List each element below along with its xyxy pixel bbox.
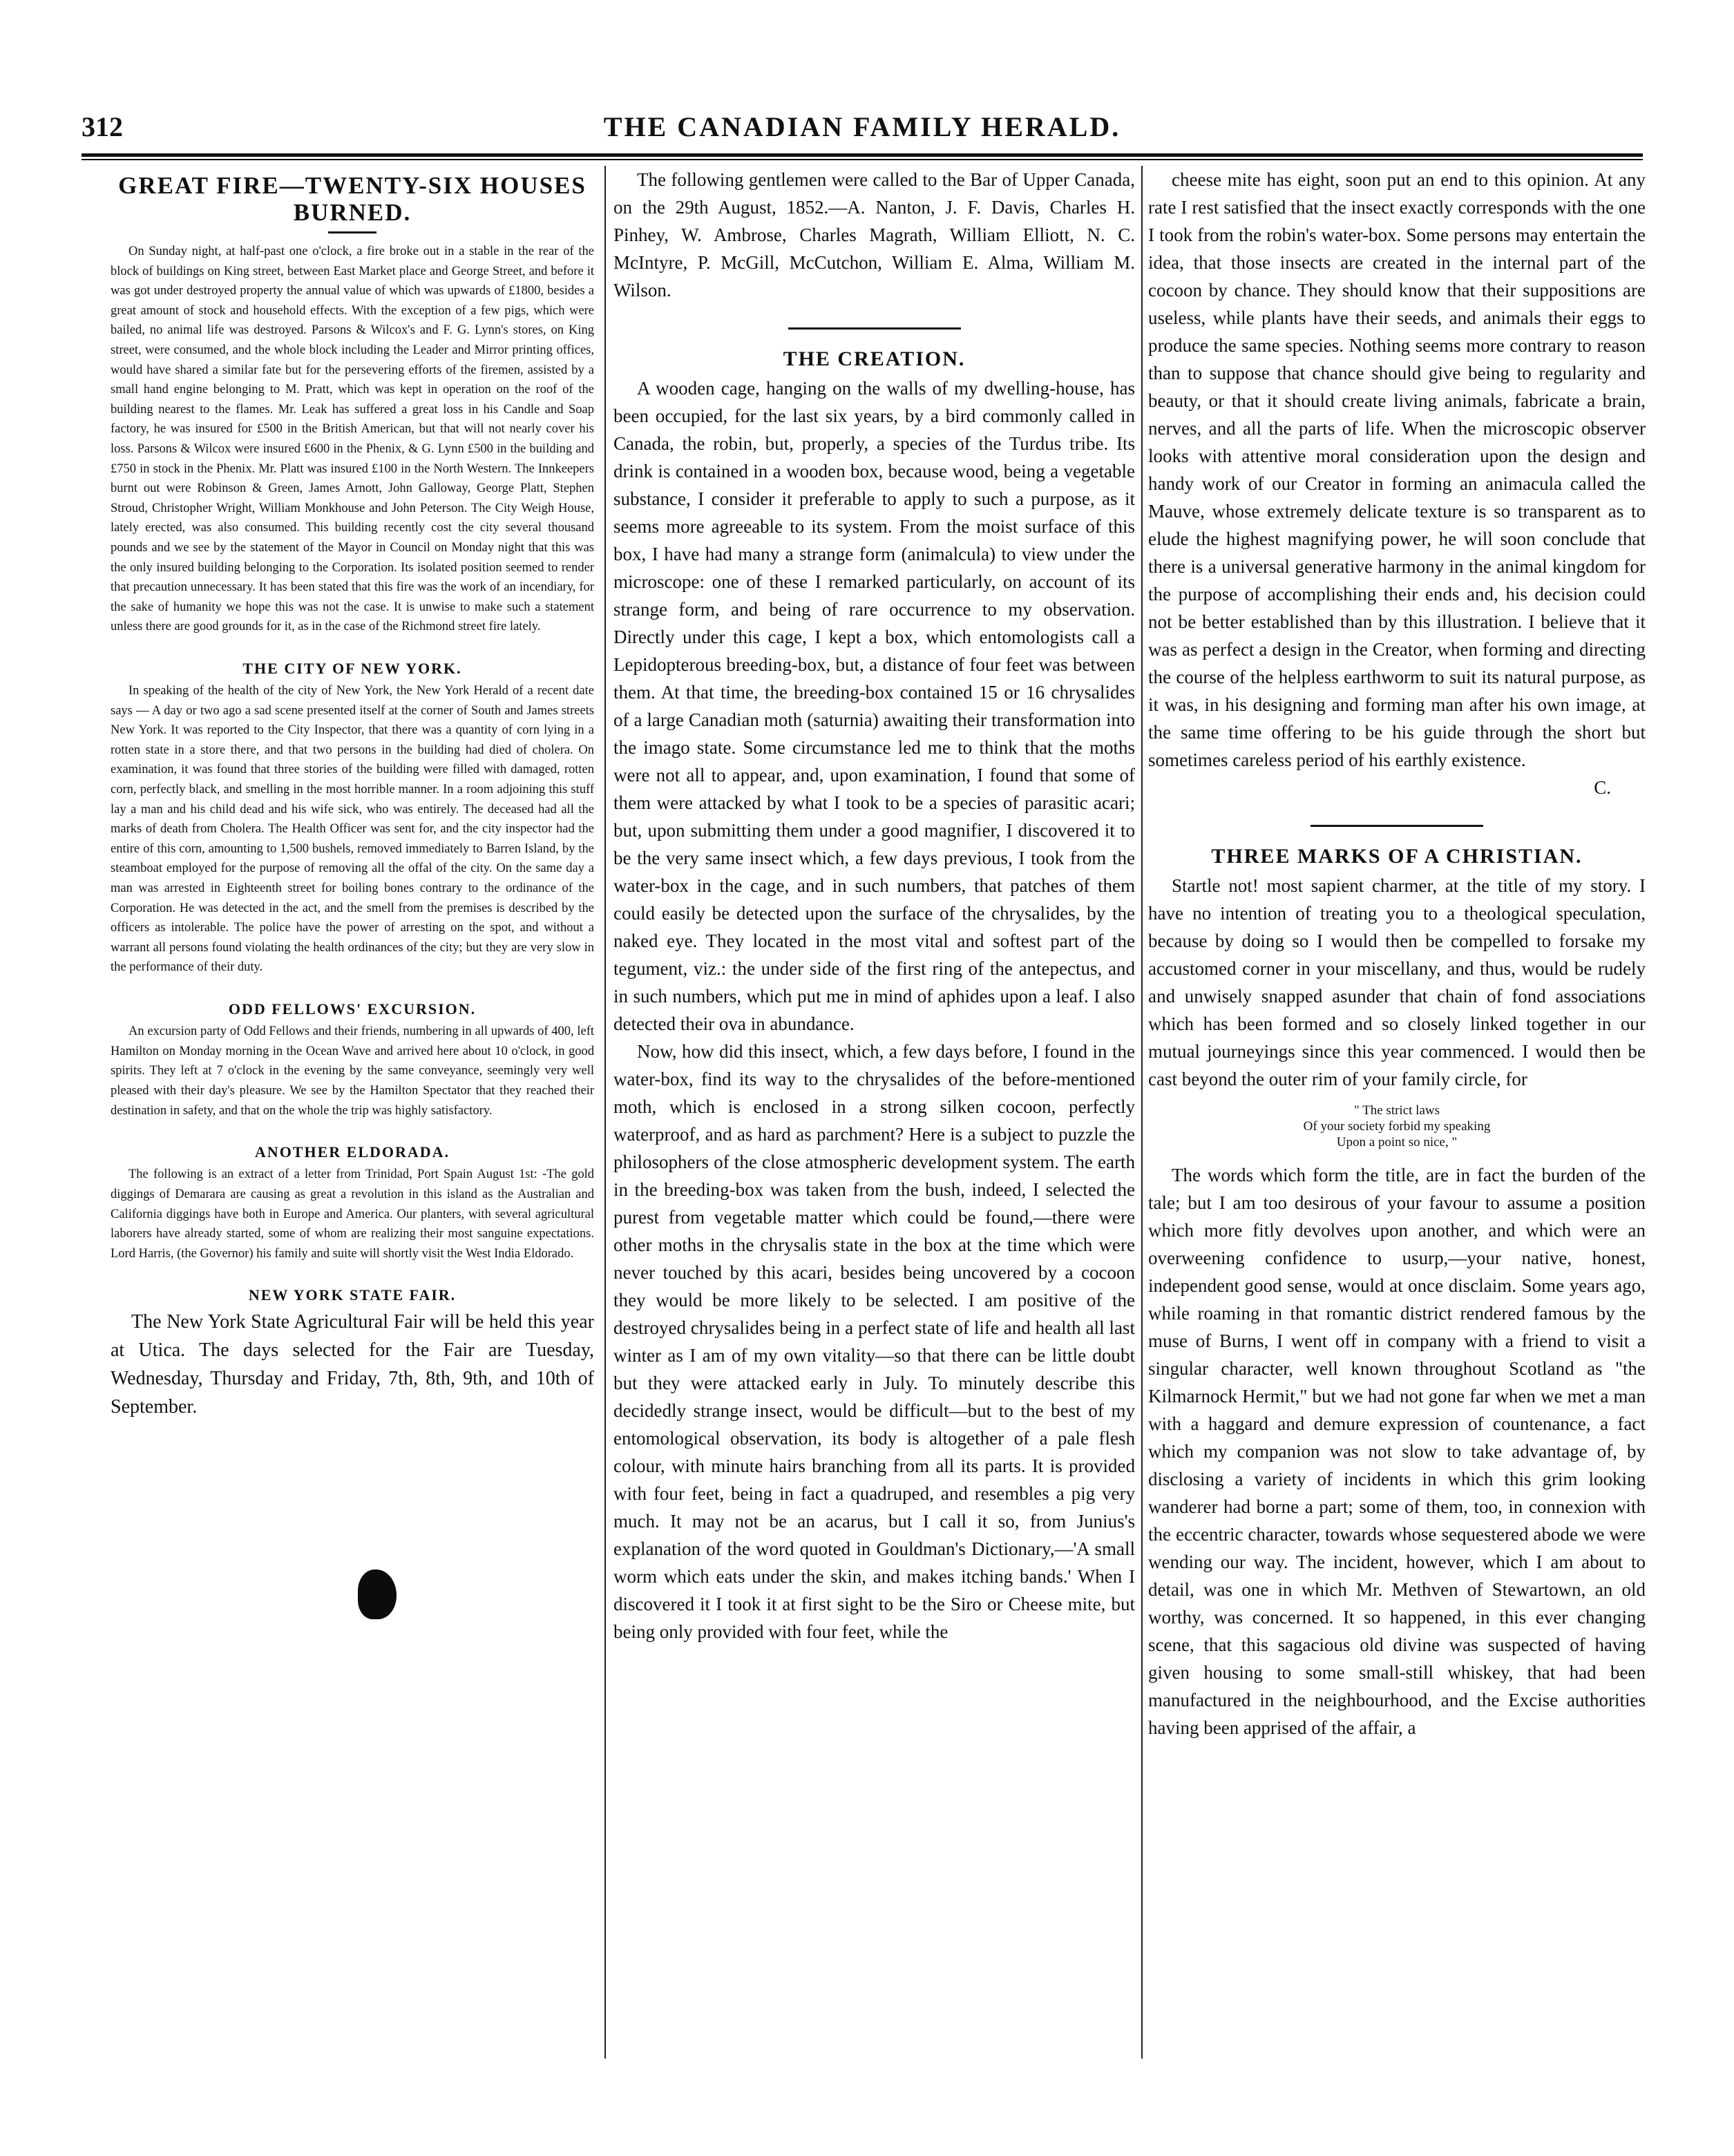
article-body-christian-p2: The words which form the title, are in fact the burden of the tale; but I am too desirous of your favour to assume a position which more fitly devolves upon another, and which were an overweening confidence to usurp,—your native, honest, independent good sense, would at once disclaim. Some years ago, while roaming in that romantic district rendered famous by the muse of Burns, I went off in company with a friend to visit a singular character, well known throughout Scotland as "the Kilmarnock Hermit," but we had not gone far when we met a man with a haggard and demure expression of countenance, a fact which my companion was not slow to take advantage of, by disclosing a variety of incidents in which this grim looking wanderer had borne a part; some of them, too, in connexion with the eccentric character, towards whose sequestered abode we were wending our way. The incident, however, which I am about to detail, was one in which Mr. Methven of Stewartown, an old worthy, was concerned. It so happened, in this ever changing scene, that this sagacious old divine was suspected of having given housing to some small-still whiskey, that had been manufactured in the neighbourhood, and the Excise authorities having been apprised of the affair, a (1148, 1165, 1646, 1738)
column-left (111, 166, 594, 2059)
article-body-new-york: In speaking of the health of the city of New York, the New York Herald of a recent date says — A day or two ago a sad scene presented itself at the corner of South and James streets New York. It was reported to the City Inspector, that there was a quantity of corn lying in a rotten state in a store there, and that two persons in the building had died of cholera. On examination, it was found that three stories of the building were filled with damaged, rotten corn, perfectly black, and smelling in the most horrible manner. In a room adjoining this stuff lay a man and his child dead and his wife sick, who was entirely. The deceased had all the marks of death from Cholera. The Health Officer was sent for, and the city inspector had the entire of this corn, amounting to 1,500 bushels, removed immediately to Barren Island, by the steamboat employed for the purpose of removing all the offal of the city. On the same day a man was arrested in Eighteenth street for boiling bones contrary to the ordinance of the Corporation. He was detected in the act, and the smell from the premises is described by the officers as intolerable. The police have the power of arresting on the spot, and without a warrant all persons found violating the health ordinances of the city; but they are very slow in the performance of their duty. (111, 684, 594, 975)
section-rule (1311, 825, 1483, 827)
article-body-creation-p2: Now, how did this insect, which, a few days before, I found in the water-box, find its way to the chrysalides of the before-mentioned moth, which is enclosed in a strong silken cocoon, perfectly waterproof, and as hard as parchment? Here is a subject to puzzle the philosophers of the close atmospheric development system. The earth in the breeding-box was taken from the bush, indeed, I selected the purest from vegetable matter which could be found,—there were other moths in the chrysalis state in the box at the time which were never touched by this acari, besides being uncovered by a cocoon they would be more likely to be selected. I am positive of the destroyed chrysalides being in a perfect state of life and health all last winter as I am of my own vitality—so that there can be little doubt but they were attacked early in July. To minutely describe this decidedly strange insect, would be difficult—but to the best of my entomological observation, its body is altogether of a pale flesh colour, with minute hairs branching from all its parts. It is provided with four feet, being in fact a quadruped, and resembles a pig very much. It may not be an acarus, but I call it so, from Junius's explanation of the word quoted in Gouldman's Dictionary,—'A small worm which eats under the skin, and makes itching bands.' When I discovered it I took it at first sight to be the Siro or Cheese mite, but being only provided with four feet, while the (613, 1041, 1135, 1642)
article-headline-fire: GREAT FIRE—TWENTY-SIX HOUSES BURNED. (118, 172, 587, 226)
article-body-state-fair: The New York State Agricultural Fair will be held this year at Utica. The days selected for the Fair are Tuesday, Wednesday, Thursday and Friday, 7th, 8th, 9th, and 10th of September. (111, 1311, 594, 1418)
verse-line: " The strict laws (1353, 1103, 1440, 1118)
column-middle (613, 166, 1135, 2059)
column-divider (604, 166, 606, 2059)
article-headline-state-fair: NEW YORK STATE FAIR. (248, 1286, 457, 1304)
column-right (1148, 166, 1646, 2059)
article-headline-christian: THREE MARKS OF A CHRISTIAN. (1211, 845, 1583, 868)
verse-line: Of your society forbid my speaking (1303, 1119, 1491, 1134)
article-body-creation-continued: cheese mite has eight, soon put an end to this opinion. At any rate I rest satisfied that the insect exactly corresponds with the one I took from the robin's water-box. Some persons may entertain the idea, that those insects are created in the internal part of the cocoon by chance. They should know that their suppositions are useless, while plants have their seeds, and animals their eggs to produce the same species. Nothing seems more contrary to reason than to suppose that chance should give being to regularity and beauty, or that it should create living animals, fabricate a brain, nerves, and all the parts of life. When the microscopic observer looks with attentive moral consideration upon the design and handy work of our Creator in forming an animacula called the Mauve, whose extremely delicate texture is so transparent as to elude the highest magnifying power, he will soon conclude that there is a universal generative harmony in the animal kingdom for the purpose of accomplishing their ends and, his decision could not be better established than by this illustration. I believe that it was as perfect a design in the Creator, when forming and directing the course of the helpless earthworm to suit its natural purpose, as it was, in his designing and forming man after his own image, at the same time offering to be his guide through the short but sometimes careless period of his earthly existence. (1148, 169, 1646, 770)
quoted-verse (1148, 1103, 1646, 1150)
article-headline-odd-fellows: ODD FELLOWS' EXCURSION. (228, 1000, 477, 1018)
article-body-creation-p1: A wooden cage, hanging on the walls of my dwelling-house, has been occupied, for the last six years, by a bird commonly called in Canada, the robin, but, properly, a species of the Turdus tribe. Its drink is contained in a wooden box, because wood, being a vegetable substance, I consider it preferable to apply to such a purpose, as it seems more agreeable to its system. From the moist surface of this box, I have had many a strange form (animalcula) to view under the microscope: one of these I remarked particularly, on account of its strange form, and being of rare occurrence to my observation. Directly under this cage, I kept a box, which entomologists call a Lepidopterous breeding-box, but, a distance of four feet was between them. At that time, the breeding-box contained 15 or 16 chrysalides of a large Canadian moth (saturnia) awaiting their transformation into the imago state. Some circumstance led me to think that the moths were not all to appear, and, upon examination, I found that some of them were attacked by what I took to be a species of parasitic acari; but, upon submitting them under a good magnifier, I discovered it to be the very same insect which, a few days previous, I took from the water-box in the cage, and in such numbers, that patches of them could easily be detected upon the surface of the chrysalides, by the naked eye. They located in the most vital and softest part of the tegument, viz.: the under side of the first ring of the antepectus, and in such numbers, which put me in mind of aphides upon a leaf. I also detected their ova in abundance. (613, 378, 1135, 1034)
verse-line: Upon a point so nice, " (1336, 1135, 1458, 1149)
header-rule (82, 153, 1643, 160)
masthead-title: THE CANADIAN FAMILY HERALD. (603, 111, 1121, 142)
headline-rule (328, 231, 377, 233)
article-body-odd-fellows: An excursion party of Odd Fellows and their friends, numbering in all upwards of 400, left Hamilton on Monday morning in the Ocean Wave and arrived here about 10 o'clock, in good spirits. They left at 7 o'clock in the evening by the same conveyance, seemingly very well pleased with their day's pleasure. We see by the Hamilton Spectator that they reached their destination in safety, and that on the whole the trip was highly satisfactory. (111, 1024, 594, 1118)
article-signature: C. (1594, 777, 1611, 798)
page-header (82, 111, 1643, 152)
ink-blot (358, 1570, 397, 1619)
section-rule (788, 327, 961, 330)
page-number: 312 (82, 111, 123, 142)
article-body-eldorado: The following is an extract of a letter from Trinidad, Port Spain August 1st: -The gold diggings of Demarara are causing as great a revolution in this island as the Australian and California diggings have both in Europe and America. Our planters, with several agricultural laborers have already started, some of whom are realizing their most sanguine expectations. Lord Harris, (the Governor) his family and suite will shortly visit the West India Eldorado. (111, 1167, 594, 1261)
article-headline-new-york: THE CITY OF NEW YORK. (242, 659, 462, 677)
article-headline-creation: THE CREATION. (783, 347, 966, 370)
article-headline-eldorado: ANOTHER ELDORADA. (254, 1143, 450, 1161)
article-body-bar-admissions: The following gentlemen were called to the Bar of Upper Canada, on the 29th August, 1852.—A. Nanton, J. F. Davis, Charles H. Pinhey, W. Ambrose, Charles Magrath, William Elliott, N. C. McIntyre, P. McGill, McCutchon, William E. Alma, William M. Wilson. (613, 169, 1135, 300)
article-body-fire: On Sunday night, at half-past one o'clock, a fire broke out in a stable in the rear of the block of buildings on King street, between East Market place and George Street, and before it was got under destroyed property the annual value of which was upwards of £1800, besides a great amount of stock and household effects. With the exception of a few pigs, which were bailed, no animal life was destroyed. Parsons & Wilcox's and F. G. Lynn's stores, on King street, were consumed, and the whole block including the Leader and Mirror printing offices, would have shared a similar fate but for the persevering efforts of the firemen, assisted by a small hand engine belonging to M. Pratt, which was kept in operation on the roof of the building nearest to the flames. Mr. Leak has suffered a great loss in his Candle and Soap factory, he was insured for £500 in the British American, but that will not nearly cover his loss. Parsons & Wilcox were insured £600 in the Phenix, & G. Lynn £500 in the building and £750 in stock in the Phenix. Mr. Platt was insured £100 in the North Western. The Innkeepers burnt out were Robinson & Green, James Arnott, John Galloway, George Platt, Stephen Stroud, Christopher Wright, William Monkhouse and John Peterson. The City Weigh House, lately erected, was also consumed. This building recently cost the city several thousand pounds and we see by the statement of the Mayor in Council on Monday night that this was the only insured building belonging to the Corporation. Its isolated position seemed to render that precaution unnecessary. It has been stated that this fire was the work of an incendiary, for the sake of humanity we hope this was not the case. It is unwise to make such a statement unless there are good grounds for it, as in the case of the Richmond street fire lately. (111, 245, 594, 634)
column-divider (1141, 166, 1143, 2059)
article-body-christian-p1: Startle not! most sapient charmer, at the title of my story. I have no intention of treating you to a theological speculation, because by doing so I would then be compelled to forsake my accustomed corner in your miscellany, and thus, would be rudely and unwisely snapped asunder that chain of fond associations which has been formed and so closely linked together in our mutual journeyings since this year commenced. I would then be cast beyond the outer rim of your family circle, for (1148, 875, 1646, 1089)
